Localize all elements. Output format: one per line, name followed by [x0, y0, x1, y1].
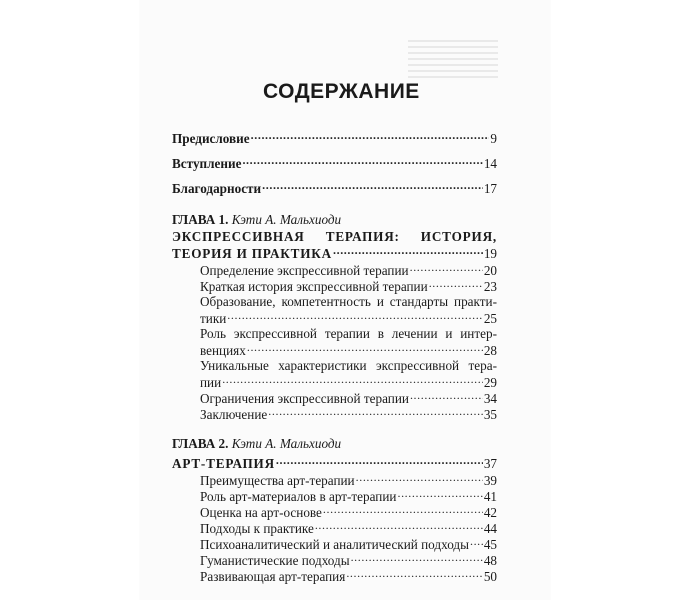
chapter-author: Кэти А. Мальхиоди: [231, 212, 342, 227]
leader-dots: [351, 552, 483, 565]
toc-entry-label: Определение экспрессивной терапии: [200, 263, 409, 279]
leader-dots: [346, 568, 483, 581]
toc-entry-page: 39: [483, 473, 497, 489]
leader-dots: [251, 130, 490, 143]
toc-entry-page: 50: [483, 569, 497, 585]
leader-dots: [356, 472, 483, 485]
leader-dots: [227, 310, 483, 323]
toc-subentry-line[interactable]: [200, 326, 497, 342]
justified-word: Образование,: [200, 294, 276, 309]
toc-entry-page: 42: [483, 505, 497, 521]
contents-heading: СОДЕРЖАНИЕ: [263, 80, 420, 103]
toc-entry-label: пии: [200, 375, 222, 391]
toc-entry-page: 19: [483, 246, 497, 262]
justified-word: Уникальные: [200, 358, 269, 373]
toc-entry-page: 41: [483, 489, 497, 505]
toc-entry-page: 14: [483, 156, 497, 172]
toc-entry-page: 34: [483, 391, 497, 407]
toc-entry-label: Подходы к практике: [200, 521, 314, 537]
chapter-number: ГЛАВА 1.: [172, 212, 229, 227]
justified-word: ЭКСПРЕССИВНАЯ: [172, 229, 305, 244]
leader-dots: [429, 278, 483, 291]
toc-entry-page: 29: [483, 375, 497, 391]
toc-entry-label: Ограничения экспрессивной терапии: [200, 391, 409, 407]
leader-dots: [315, 520, 483, 533]
toc-entry-page: 9: [490, 131, 497, 147]
toc-entry-label: Краткая история экспрессивной терапии: [200, 279, 428, 295]
toc-subentry[interactable]: [200, 406, 497, 423]
justified-word: стандарты: [389, 294, 449, 309]
toc-entry-page: 37: [483, 456, 497, 472]
justified-word: интер-: [460, 326, 497, 341]
leader-dots: [410, 262, 483, 275]
toc-subentry[interactable]: [200, 536, 497, 553]
chapter-title-line[interactable]: [172, 229, 497, 245]
toc-subentry[interactable]: [200, 520, 497, 537]
toc-entry[interactable]: [172, 180, 497, 197]
chapter-number: ГЛАВА 2.: [172, 436, 229, 451]
toc-subentry[interactable]: [200, 374, 497, 391]
justified-word: практи-: [454, 294, 497, 309]
leader-dots: [333, 245, 483, 258]
toc-entry-label: венциях: [200, 343, 246, 359]
chapter-heading: [172, 436, 341, 452]
leader-dots: [262, 180, 483, 193]
chapter-heading: [172, 212, 341, 228]
toc-entry-label: тики: [200, 311, 227, 327]
chapter-author: Кэти А. Мальхиоди: [231, 436, 342, 451]
toc-entry[interactable]: [172, 245, 497, 262]
leader-dots: [276, 455, 483, 468]
toc-subentry[interactable]: [200, 342, 497, 359]
toc-entry-label: Преимущества арт-терапии: [200, 473, 355, 489]
justified-word: экспрессивной: [375, 358, 460, 373]
toc-entry-label: ТЕОРИЯ И ПРАКТИКА: [172, 246, 332, 262]
toc-entry-page: 44: [483, 521, 497, 537]
toc-subentry[interactable]: [200, 504, 497, 521]
toc-entry-page: 23: [483, 279, 497, 295]
leader-dots: [323, 504, 483, 517]
toc-entry-page: 25: [483, 311, 497, 327]
toc-entry-label: Психоаналитический и аналитический подходы: [200, 537, 469, 553]
toc-subentry[interactable]: [200, 310, 497, 327]
toc-entry[interactable]: [172, 130, 497, 147]
toc-entry-page: 28: [483, 343, 497, 359]
justified-word: характеристики: [278, 358, 367, 373]
toc-entry-label: Заключение: [200, 407, 268, 423]
justified-word: терапии: [324, 326, 370, 341]
toc-subentry-line[interactable]: [200, 294, 497, 310]
leader-dots: [222, 374, 483, 387]
toc-subentry[interactable]: [200, 278, 497, 295]
toc-subentry[interactable]: [200, 262, 497, 279]
toc-subentry[interactable]: [200, 390, 497, 407]
toc-entry-label: Роль арт-материалов в арт-терапии: [200, 489, 397, 505]
justified-word: лечении: [391, 326, 438, 341]
toc-entry-label: Оценка на арт-основе: [200, 505, 322, 521]
toc-entry-page: 35: [483, 407, 497, 423]
leader-dots: [247, 342, 483, 355]
toc-entry-label: Гуманистические подходы: [200, 553, 350, 569]
justified-word: в: [377, 326, 384, 341]
leader-dots: [410, 390, 483, 403]
toc-entry[interactable]: [172, 455, 497, 472]
toc-entry-label: Вступление: [172, 156, 242, 172]
toc-entry[interactable]: [172, 155, 497, 172]
leader-dots: [268, 406, 483, 419]
justified-word: ИСТОРИЯ,: [420, 229, 497, 244]
justified-word: Роль: [200, 326, 227, 341]
toc-subentry-line[interactable]: [200, 358, 497, 374]
bleed-through-text: [408, 40, 498, 80]
justified-word: тера-: [468, 358, 497, 373]
toc-entry-label: Развивающая арт-терапия: [200, 569, 346, 585]
justified-word: компетентность: [281, 294, 371, 309]
leader-dots: [470, 536, 483, 549]
toc-subentry[interactable]: [200, 472, 497, 489]
toc-entry-page: 45: [483, 537, 497, 553]
justified-word: ТЕРАПИЯ:: [325, 229, 400, 244]
toc-entry-page: 17: [483, 181, 497, 197]
toc-subentry[interactable]: [200, 488, 497, 505]
justified-word: и: [376, 294, 384, 309]
toc-entry-page: 20: [483, 263, 497, 279]
toc-entry-label: Предисловие: [172, 131, 250, 147]
toc-subentry[interactable]: [200, 568, 497, 585]
toc-entry-label: Благодарности: [172, 181, 262, 197]
justified-word: и: [445, 326, 453, 341]
toc-entry-label: АРТ-ТЕРАПИЯ: [172, 456, 275, 472]
justified-word: экспрессивной: [233, 326, 317, 341]
leader-dots: [242, 155, 482, 168]
leader-dots: [397, 488, 482, 501]
toc-subentry[interactable]: [200, 552, 497, 569]
toc-entry-page: 48: [483, 553, 497, 569]
